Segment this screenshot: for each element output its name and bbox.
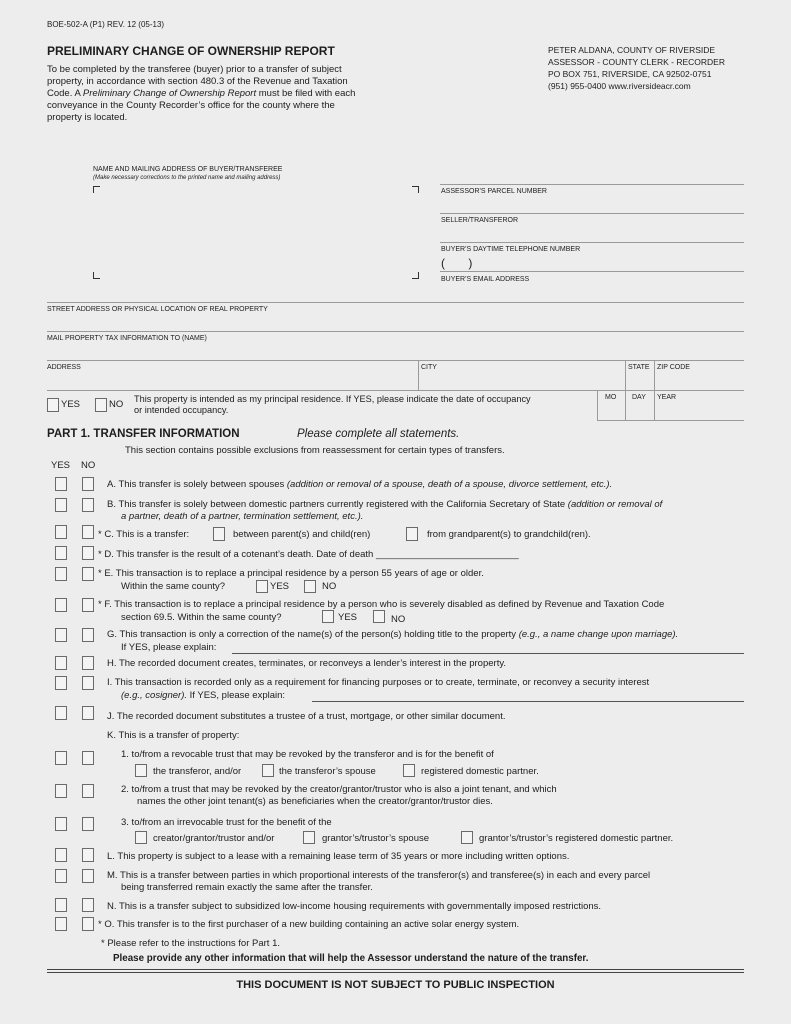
item-g-no-checkbox[interactable]	[82, 628, 94, 642]
item-l-yes-checkbox[interactable]	[55, 848, 67, 862]
item-i-explain-label: (e.g., cosigner). If YES, please explain:	[121, 690, 286, 701]
item-h-text: H. The recorded document creates, terminates, or reconveys a lender’s interest in the property.	[107, 658, 507, 669]
residence-yes-checkbox[interactable]	[47, 398, 59, 412]
item-i-yes-checkbox[interactable]	[55, 676, 67, 690]
instructions-note: * Please refer to the instructions for Part 1.	[101, 938, 281, 949]
phone-label: BUYER'S DAYTIME TELEPHONE NUMBER	[441, 246, 581, 253]
day-label: DAY	[632, 394, 646, 401]
item-k3-no-checkbox[interactable]	[82, 817, 94, 831]
zip-label: ZIP CODE	[657, 364, 690, 371]
residence-text: This property is intended as my principal residence. If YES, please indicate the date of occupancy or intended occupancy.	[134, 394, 531, 415]
item-b-text-cont: a partner, death of a partner, termination settlement, etc.).	[121, 511, 364, 522]
residence-no-label: NO	[109, 399, 124, 410]
item-b-yes-checkbox[interactable]	[55, 498, 67, 512]
k1-spouse-label: the transferor’s spouse	[279, 766, 376, 777]
buyer-label: NAME AND MAILING ADDRESS OF BUYER/TRANSFEREE	[93, 166, 283, 173]
parent-child-label: between parent(s) and child(ren)	[233, 529, 371, 540]
item-m-yes-checkbox[interactable]	[55, 869, 67, 883]
part1-heading: PART 1. TRANSFER INFORMATION	[47, 428, 240, 440]
part1-subtext: This section contains possible exclusions from reassessment for certain types of transfers.	[125, 445, 505, 456]
street-label: STREET ADDRESS OR PHYSICAL LOCATION OF REAL PROPERTY	[47, 306, 268, 313]
item-f-yes-checkbox[interactable]	[55, 598, 67, 612]
item-e-county-yes-checkbox[interactable]	[256, 580, 268, 593]
item-m-no-checkbox[interactable]	[82, 869, 94, 883]
agency-info: PETER ALDANA, COUNTY OF RIVERSIDE ASSESSOR - COUNTY CLERK - RECORDER PO BOX 751, RIVERSIDE, CA 92502-0751 (951) 955-0400 www.riversideacr.com	[548, 45, 725, 91]
k3-spouse-label: grantor’s/trustor’s spouse	[322, 833, 430, 844]
item-g-yes-checkbox[interactable]	[55, 628, 67, 642]
item-e-county-yes-label: YES	[270, 581, 290, 592]
divider	[47, 972, 744, 973]
yes-column-header: YES	[51, 460, 71, 471]
item-f-question: section 69.5. Within the same county?	[121, 612, 282, 623]
item-k-text: K. This is a transfer of property:	[107, 730, 240, 741]
address-label: ADDRESS	[47, 364, 81, 371]
no-column-header: NO	[81, 460, 96, 471]
item-d-text: * D. This transfer is the result of a cotenant’s death. Date of death ___________________________	[98, 549, 519, 560]
item-a-text: A. This transfer is solely between spouses (addition or removal of a spouse, death of a spouse, divorce settlement, etc.).	[107, 479, 613, 490]
k3-spouse-checkbox[interactable]	[303, 831, 315, 844]
corner-mark	[93, 272, 100, 279]
item-e-yes-checkbox[interactable]	[55, 567, 67, 581]
grandparent-label: from grandparent(s) to grandchild(ren).	[427, 529, 591, 540]
item-d-yes-checkbox[interactable]	[55, 546, 67, 560]
item-k2-text: 2. to/from a trust that may be revoked by the creator/grantor/trustor who is also a joint tenant, and which	[121, 784, 557, 795]
buyer-address-field[interactable]	[100, 194, 405, 270]
divider	[47, 969, 744, 970]
item-i-explain-field[interactable]	[312, 701, 744, 702]
grandparent-checkbox[interactable]	[406, 527, 418, 541]
item-k2-yes-checkbox[interactable]	[55, 784, 67, 798]
item-k1-yes-checkbox[interactable]	[55, 751, 67, 765]
k1-transferor-label: the transferor, and/or	[153, 766, 242, 777]
item-f-no-checkbox[interactable]	[82, 598, 94, 612]
state-label: STATE	[628, 364, 650, 371]
item-n-yes-checkbox[interactable]	[55, 898, 67, 912]
item-f-county-no-label: NO	[391, 614, 406, 625]
item-l-text: L. This property is subject to a lease with a remaining lease term of 35 years or more including written options.	[107, 851, 570, 862]
item-m-text: M. This is a transfer between parties in which proportional interests of the transferor(s) and transferee(s) in each and every parcel	[107, 870, 651, 881]
item-c-yes-checkbox[interactable]	[55, 525, 67, 539]
residence-no-checkbox[interactable]	[95, 398, 107, 412]
item-k1-no-checkbox[interactable]	[82, 751, 94, 765]
seller-label: SELLER/TRANSFEROR	[441, 217, 519, 224]
item-j-text: J. The recorded document substitutes a trustee of a trust, mortgage, or other similar document.	[107, 711, 506, 722]
public-inspection-notice: THIS DOCUMENT IS NOT SUBJECT TO PUBLIC INSPECTION	[236, 979, 555, 991]
item-e-text: * E. This transaction is to replace a principal residence by a person 55 years of age or older.	[98, 568, 484, 579]
item-e-question: Within the same county?	[121, 581, 226, 592]
item-l-no-checkbox[interactable]	[82, 848, 94, 862]
item-b-text: B. This transfer is solely between domestic partners currently registered with the California Secretary of State (addition or removal of	[107, 499, 663, 510]
residence-yes-label: YES	[61, 399, 81, 410]
item-o-text: * O. This transfer is to the first purchaser of a new building containing an active solar energy system.	[98, 919, 520, 930]
item-b-no-checkbox[interactable]	[82, 498, 94, 512]
item-k2-text-cont: names the other joint tenant(s) as beneficiaries when the creator/grantor/trustor dies.	[137, 796, 493, 807]
item-g-text: G. This transaction is only a correction of the name(s) of the person(s) holding title to the property (e.g., a name change upon marriage).	[107, 629, 679, 640]
year-label: YEAR	[657, 394, 677, 401]
mail-tax-label: MAIL PROPERTY TAX INFORMATION TO (NAME)	[47, 335, 207, 342]
item-n-no-checkbox[interactable]	[82, 898, 94, 912]
email-label: BUYER'S EMAIL ADDRESS	[441, 276, 530, 283]
corner-mark	[412, 272, 419, 279]
item-k3-yes-checkbox[interactable]	[55, 817, 67, 831]
item-k3-text: 3. to/from an irrevocable trust for the benefit of the	[121, 817, 332, 828]
item-d-no-checkbox[interactable]	[82, 546, 94, 560]
k3-creator-label: creator/grantor/trustor and/or	[153, 833, 275, 844]
item-f-county-yes-checkbox[interactable]	[322, 610, 334, 623]
item-c-text: * C. This is a transfer:	[98, 529, 190, 540]
item-i-no-checkbox[interactable]	[82, 676, 94, 690]
item-c-no-checkbox[interactable]	[82, 525, 94, 539]
k1-partner-label: registered domestic partner.	[421, 766, 539, 777]
item-f-county-no-checkbox[interactable]	[373, 610, 385, 623]
item-k1-text: 1. to/from a revocable trust that may be revoked by the transferor and is for the benefit of	[121, 749, 494, 760]
item-g-explain-field[interactable]	[232, 653, 744, 654]
k1-spouse-checkbox[interactable]	[262, 764, 274, 777]
mo-label: MO	[605, 394, 617, 401]
item-e-county-no-checkbox[interactable]	[304, 580, 316, 593]
item-a-no-checkbox[interactable]	[82, 477, 94, 491]
item-j-no-checkbox[interactable]	[82, 706, 94, 720]
item-i-text: I. This transaction is recorded only as a requirement for financing purposes or to create, terminate, or reconvey a security interest	[107, 677, 650, 688]
buyer-sublabel: (Make necessary corrections to the printed name and mailing address)	[93, 175, 281, 181]
k3-partner-checkbox[interactable]	[461, 831, 473, 844]
item-o-no-checkbox[interactable]	[82, 917, 94, 931]
k3-partner-label: grantor’s/trustor’s registered domestic partner.	[479, 833, 674, 844]
part1-instruction: Please complete all statements.	[297, 428, 460, 440]
parent-child-checkbox[interactable]	[213, 527, 225, 541]
form-code: BOE-502-A (P1) REV. 12 (05-13)	[47, 20, 165, 29]
item-o-yes-checkbox[interactable]	[55, 917, 67, 931]
item-k2-no-checkbox[interactable]	[82, 784, 94, 798]
intro-text: To be completed by the transferee (buyer) prior to a transfer of subject property, in accordance with section 480.3 of the Revenue and Taxation Code. A Preliminary Change of Ownership Report must be filed with each conveyance in the County Recorder’s office for the county where the property is located.	[47, 64, 356, 123]
form-title: PRELIMINARY CHANGE OF OWNERSHIP REPORT	[47, 44, 335, 58]
item-g-explain-label: If YES, please explain:	[121, 642, 217, 653]
item-f-text: * F. This transaction is to replace a principal residence by a person who is severely disabled as defined by Revenue and Taxation Code	[98, 599, 665, 610]
provide-info-text: Please provide any other information that will help the Assessor understand the nature of the transfer.	[113, 953, 589, 964]
item-h-no-checkbox[interactable]	[82, 656, 94, 670]
item-n-text: N. This is a transfer subject to subsidized low-income housing requirements with governmentally imposed restrictions.	[107, 901, 602, 912]
item-h-yes-checkbox[interactable]	[55, 656, 67, 670]
k1-partner-checkbox[interactable]	[403, 764, 415, 777]
item-j-yes-checkbox[interactable]	[55, 706, 67, 720]
apn-label: ASSESSOR'S PARCEL NUMBER	[441, 188, 547, 195]
city-label: CITY	[421, 364, 437, 371]
k3-creator-checkbox[interactable]	[135, 831, 147, 844]
item-m-text-cont: being transferred remain exactly the same after the transfer.	[121, 882, 373, 893]
corner-mark	[93, 186, 100, 193]
k1-transferor-checkbox[interactable]	[135, 764, 147, 777]
item-f-county-yes-label: YES	[338, 612, 358, 623]
item-a-yes-checkbox[interactable]	[55, 477, 67, 491]
item-e-no-checkbox[interactable]	[82, 567, 94, 581]
corner-mark	[412, 186, 419, 193]
item-e-county-no-label: NO	[322, 581, 337, 592]
phone-field[interactable]: ( )	[441, 256, 473, 270]
